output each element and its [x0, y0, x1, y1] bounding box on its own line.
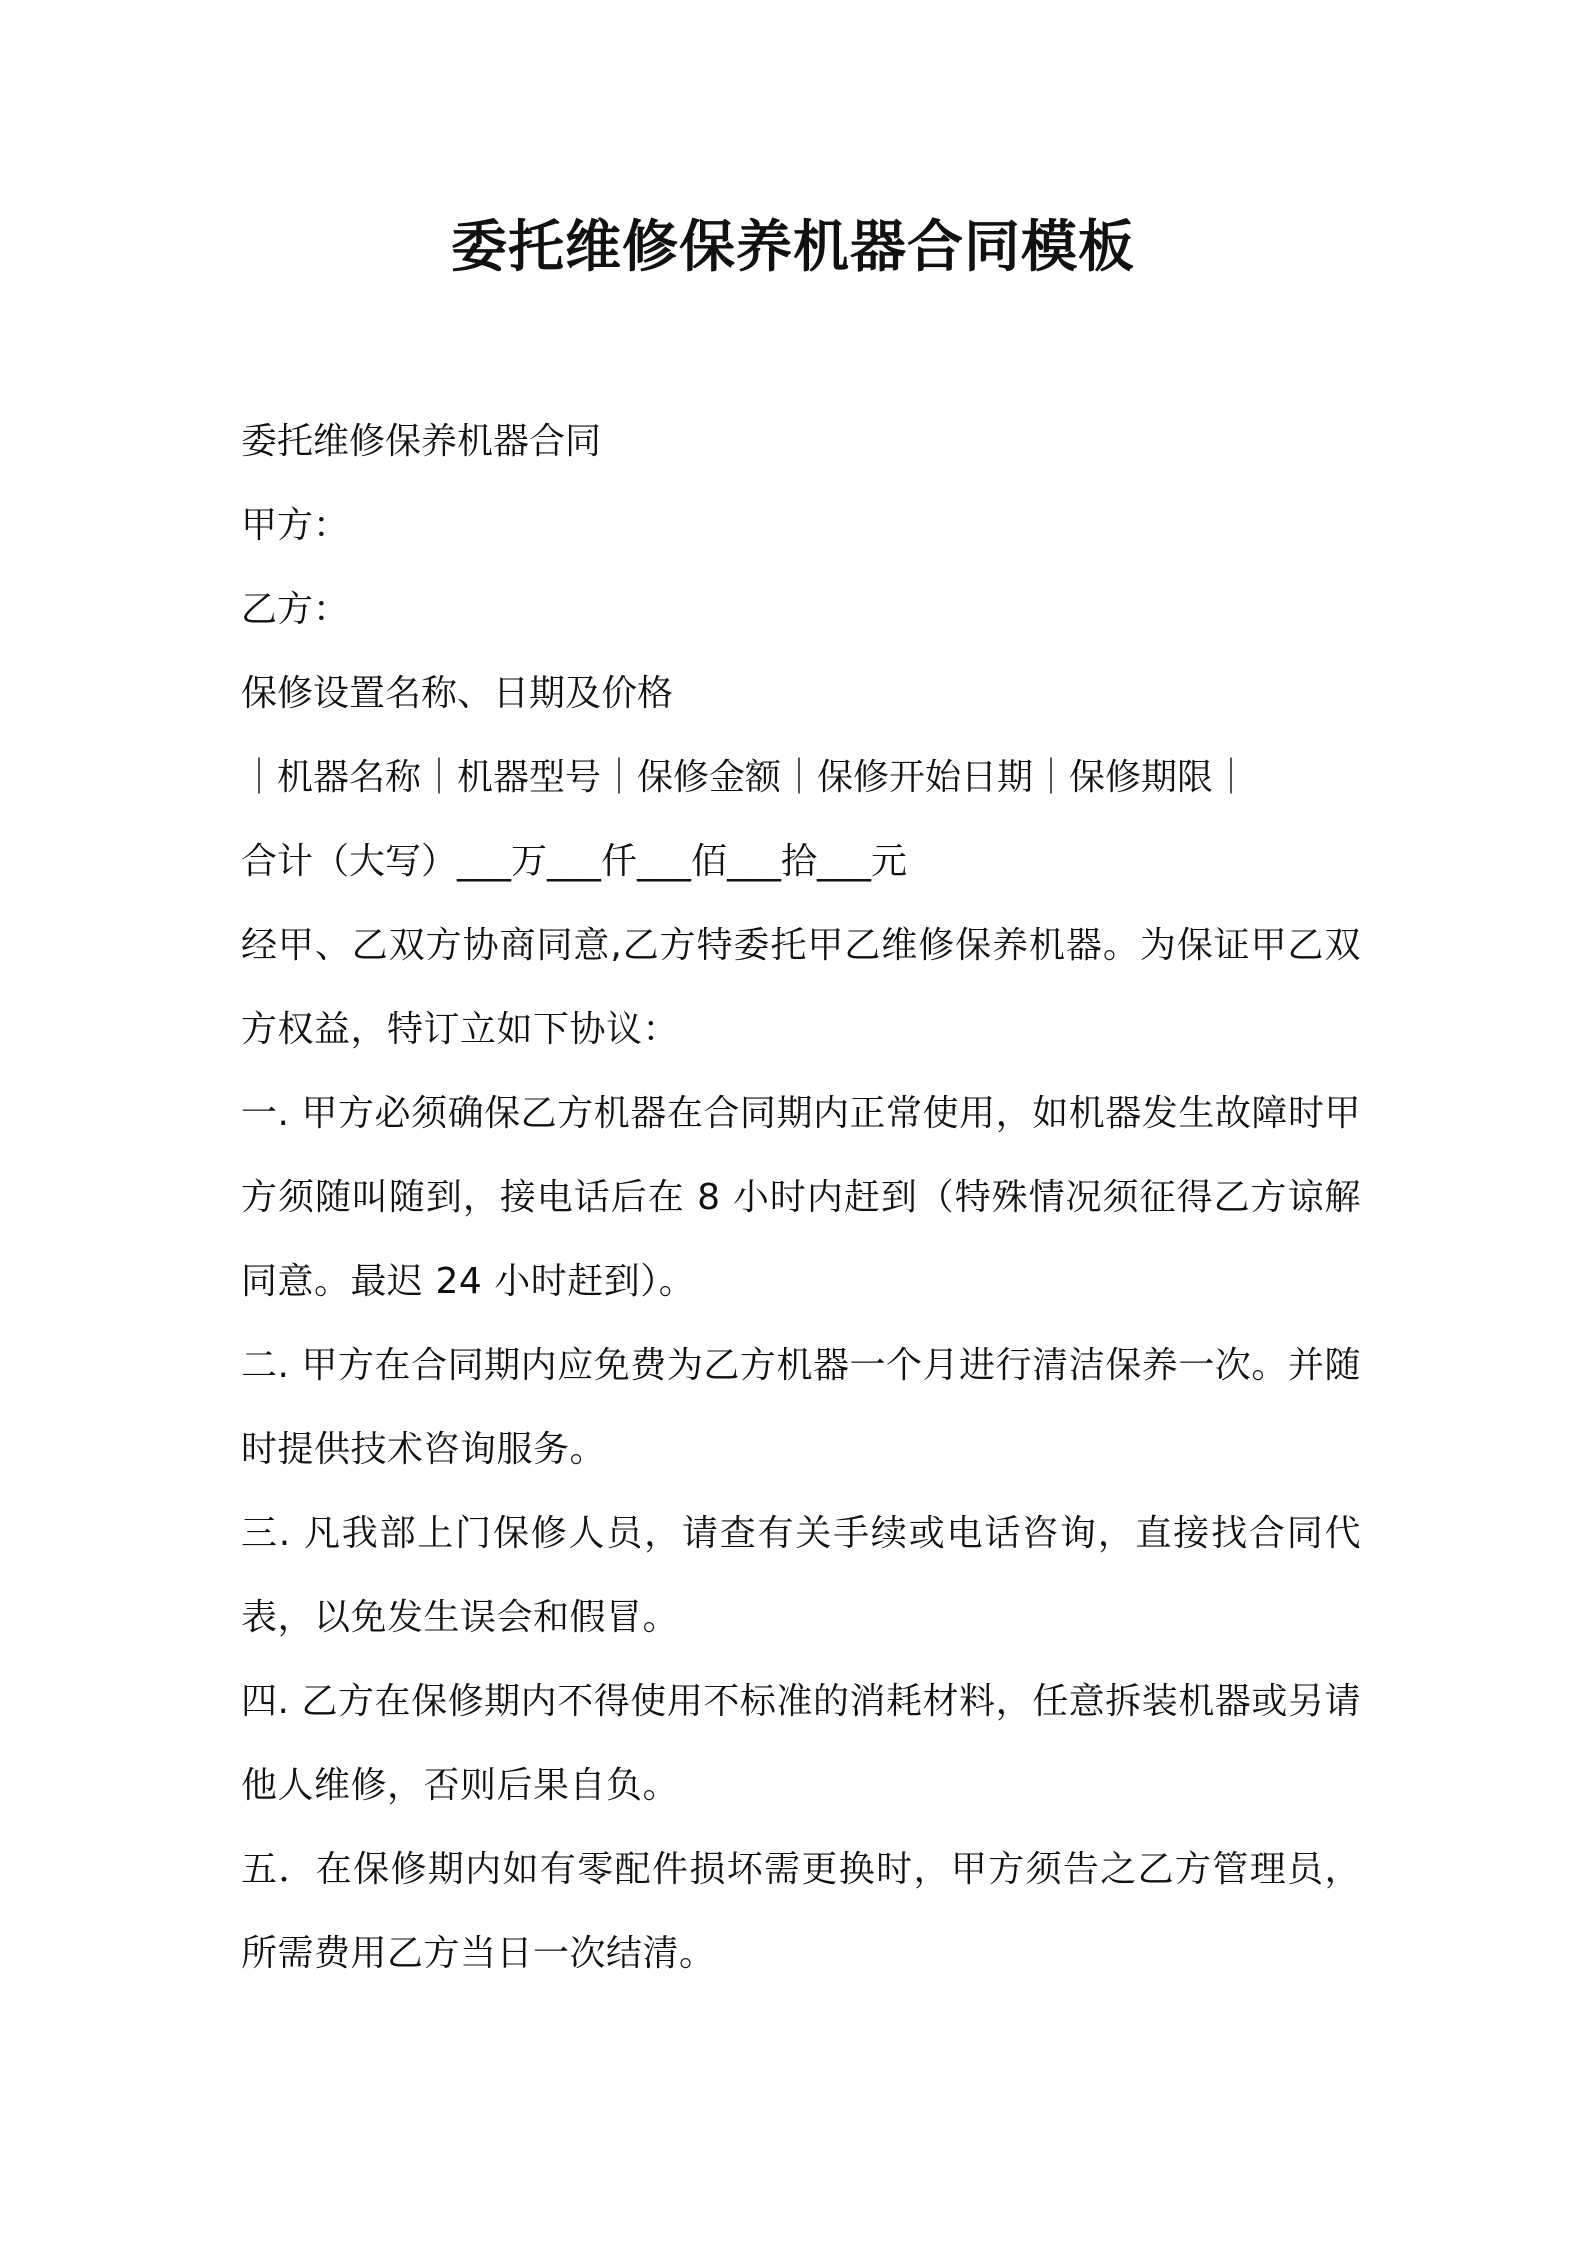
clause-5: 五．在保修期内如有零配件损坏需更换时，甲方须告之乙方管理员，所需费用乙方当日一次结清。	[241, 1849, 1361, 1974]
document-body	[241, 400, 1361, 1996]
document-title: 委托维修保养机器合同模板	[451, 215, 1135, 280]
contract-heading: 委托维修保养机器合同	[241, 421, 602, 462]
clause-3: 三. 凡我部上门保修人员，请查有关手续或电话咨询，直接找合同代表，以免发生误会和假冒。	[241, 1513, 1361, 1638]
warranty-header: 保修设置名称、日期及价格	[241, 673, 674, 714]
clause-4: 四. 乙方在保修期内不得使用不标准的消耗材料，任意拆装机器或另请他人维修，否则后果自负。	[241, 1681, 1361, 1806]
party-b-label: 乙方：	[241, 589, 350, 630]
clause-2: 二. 甲方在合同期内应免费为乙方机器一个月进行清洁保养一次。并随时提供技术咨询服务。	[241, 1345, 1361, 1470]
party-a-label: 甲方：	[241, 505, 350, 546]
clause-1: 一. 甲方必须确保乙方机器在合同期内正常使用，如机器发生故障时甲方须随叫随到，接电话后在 8 小时内赶到（特殊情况须征得乙方谅解同意。最迟 24 小时赶到）。	[241, 1093, 1361, 1302]
warranty-table-header: ｜机器名称｜机器型号｜保修金额｜保修开始日期｜保修期限｜	[241, 757, 1250, 798]
intro-paragraph: 经甲、乙双方协商同意,乙方特委托甲乙维修保养机器。为保证甲乙双方权益，特订立如下协议：	[241, 925, 1361, 1050]
total-amount-line: 合计（大写）___万___仟___佰___拾___元	[241, 841, 908, 882]
